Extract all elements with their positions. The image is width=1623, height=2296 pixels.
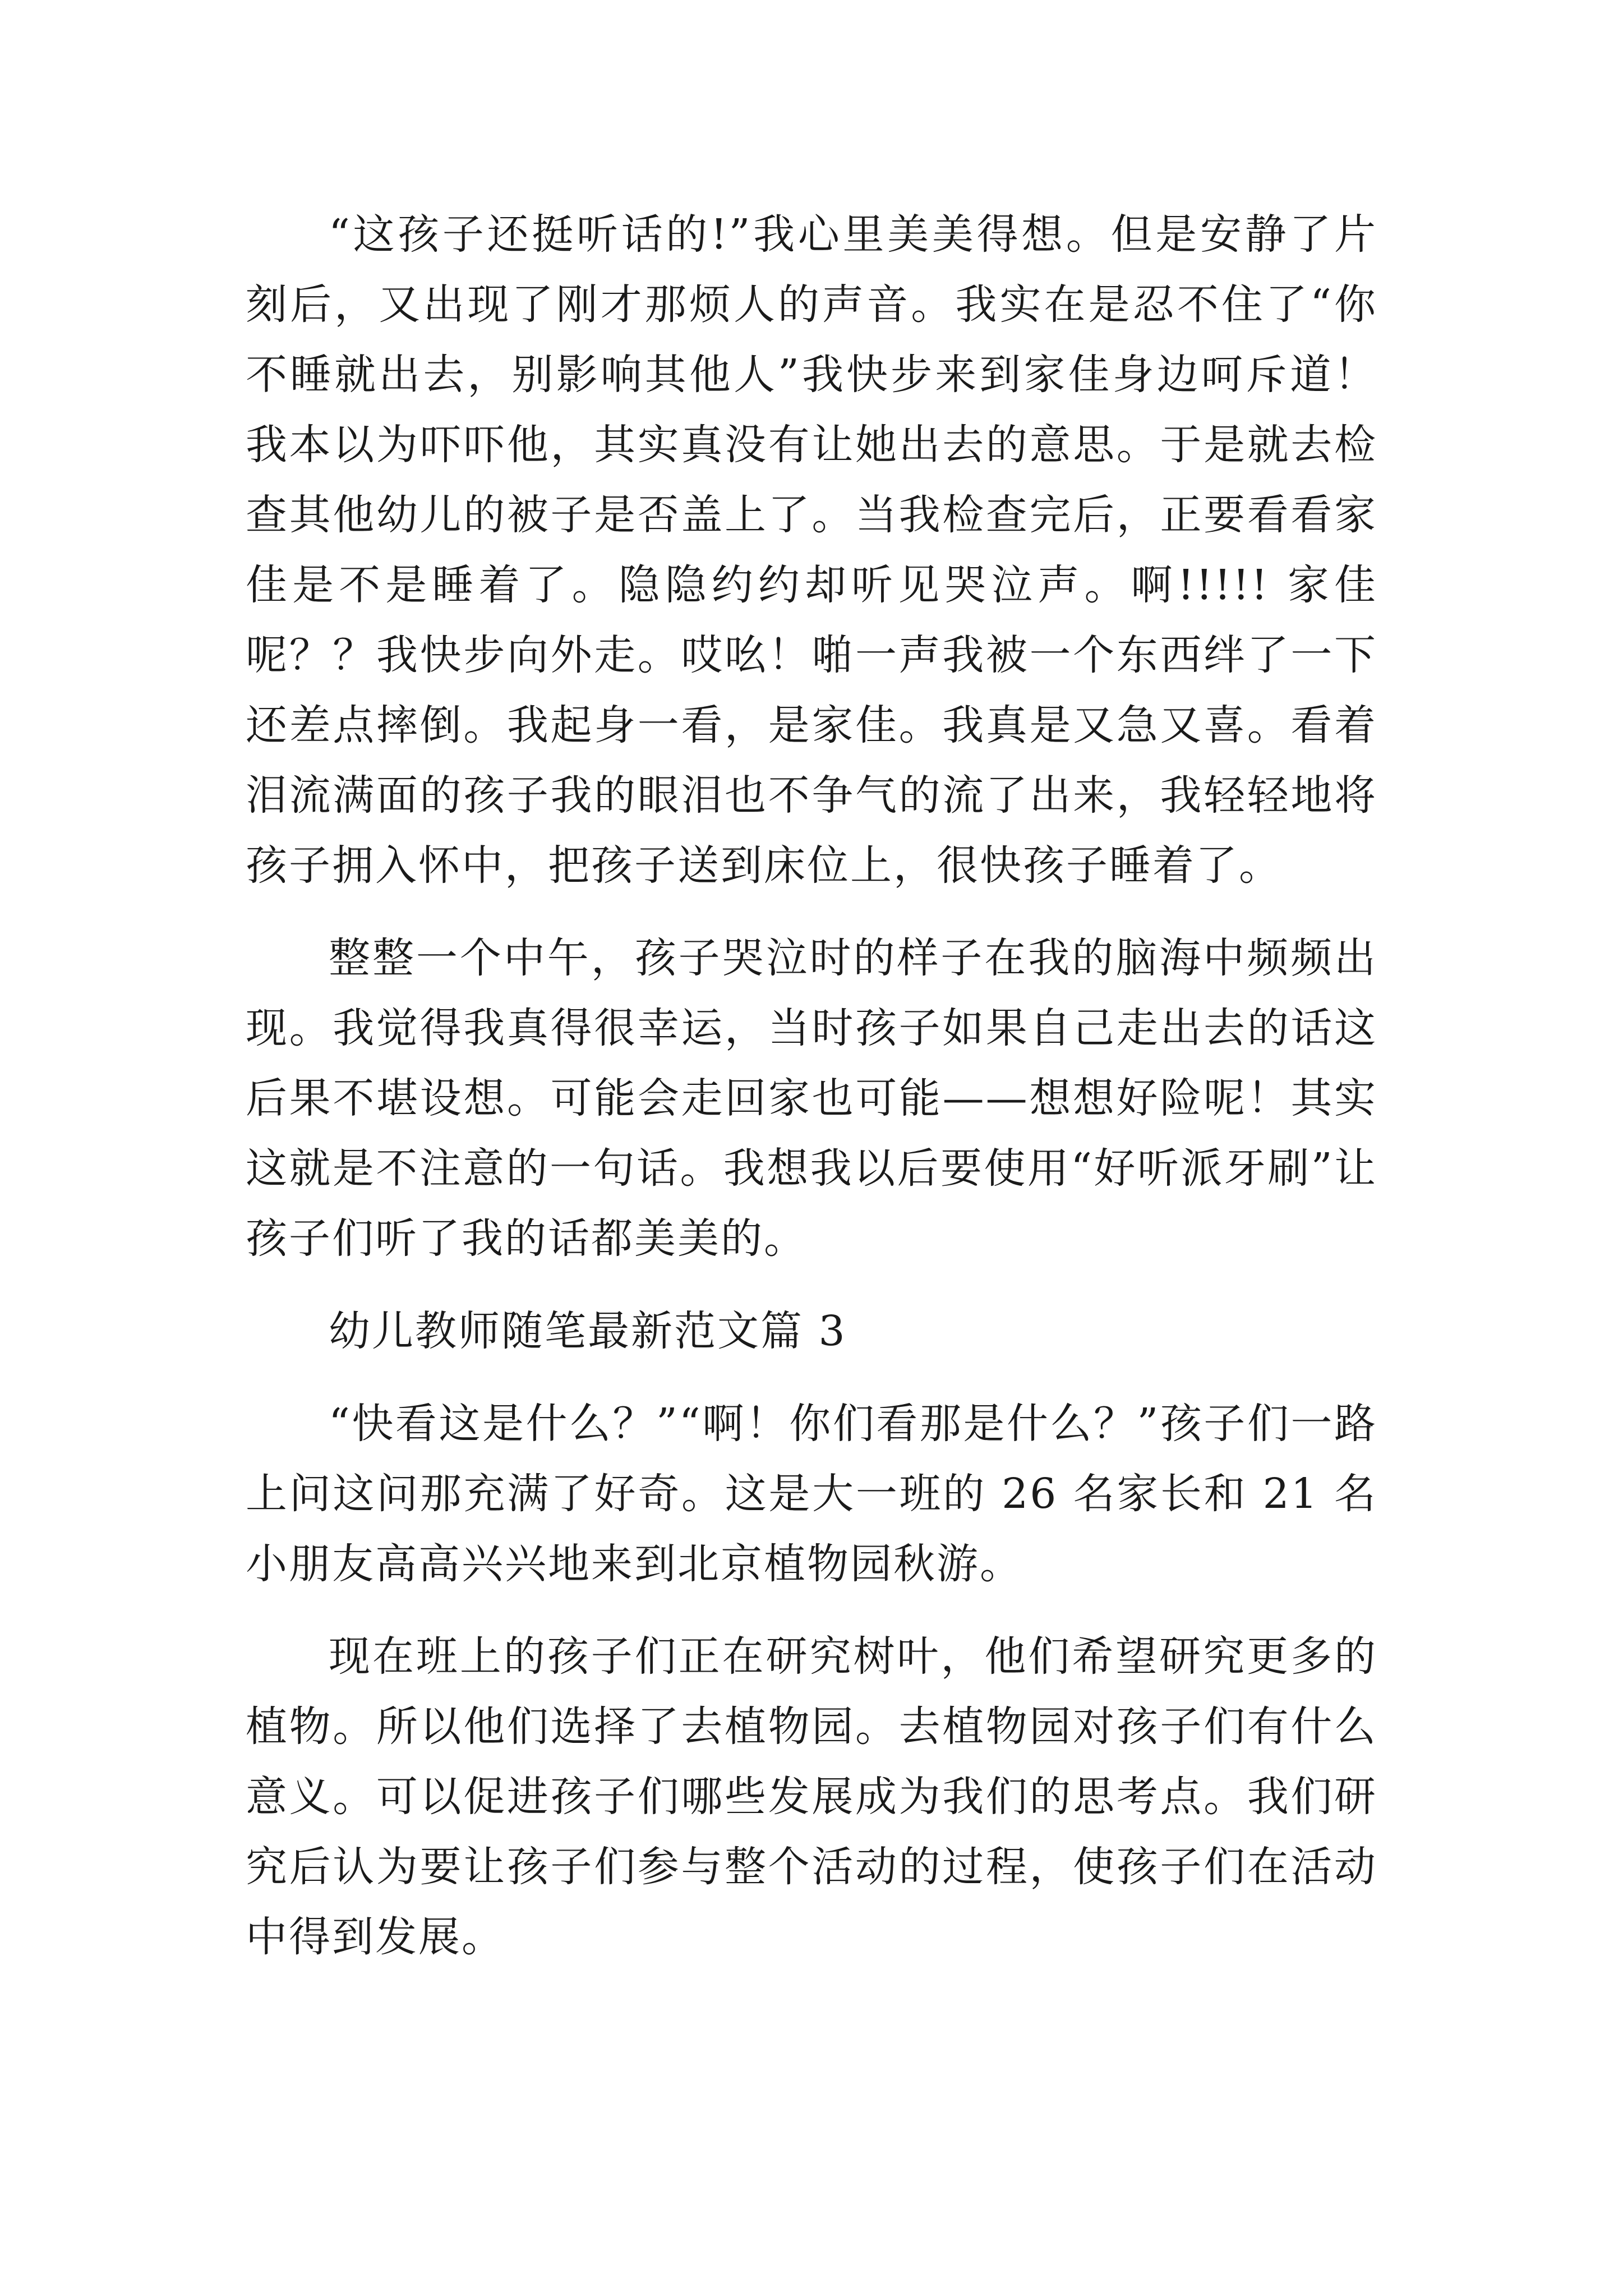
paragraph-3: “快看这是什么？”“啊！你们看那是什么？”孩子们一路上问这问那充满了好奇。这是大一班的 26 名家长和 21 名小朋友高高兴兴地来到北京植物园秋游。 <box>246 1400 1377 1588</box>
section-heading: 幼儿教师随笔最新范文篇 3 <box>329 1307 847 1355</box>
document-body <box>246 200 1377 1995</box>
paragraph-4: 现在班上的孩子们正在研究树叶，他们希望研究更多的植物。所以他们选择了去植物园。去植物园对孩子们有什么意义。可以促进孩子们哪些发展成为我们的思考点。我们研究后认为要让孩子们参与整个活动的过程，使孩子们在活动中得到发展。 <box>246 1632 1377 1961</box>
paragraph-1: “这孩子还挺听话的!”我心里美美得想。但是安静了片刻后，又出现了刚才那烦人的声音。我实在是忍不住了“你不睡就出去，别影响其他人”我快步来到家佳身边呵斥道！我本以为吓吓他，其实真没有让她出去的意思。于是就去检查其他幼儿的被子是否盖上了。当我检查完后，正要看看家佳是不是睡着了。隐隐约约却听见哭泣声。啊!!!!! 家佳呢？？我快步向外走。哎吆！啪一声我被一个东西绊了一下还差点摔倒。我起身一看，是家佳。我真是又急又喜。看着泪流满面的孩子我的眼泪也不争气的流了出来，我轻轻地将孩子拥入怀中，把孩子送到床位上，很快孩子睡着了。 <box>246 210 1377 890</box>
paragraph-2: 整整一个中午，孩子哭泣时的样子在我的脑海中频频出现。我觉得我真得很幸运，当时孩子如果自己走出去的话这后果不堪设想。可能会走回家也可能——想想好险呢！其实这就是不注意的一句话。我想我以后要使用“好听派牙刷”让孩子们听了我的话都美美的。 <box>246 934 1377 1263</box>
